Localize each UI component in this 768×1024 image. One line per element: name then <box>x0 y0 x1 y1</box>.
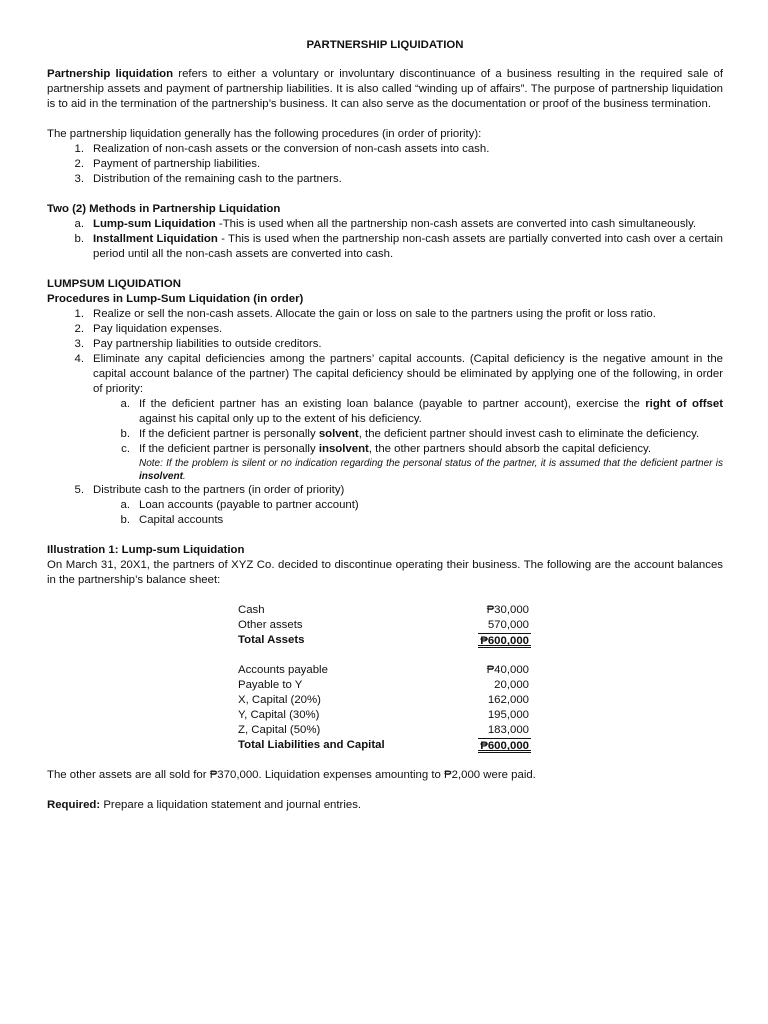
row-label: Accounts payable <box>238 664 328 676</box>
row-amount: ₱600,000 <box>480 740 529 752</box>
row-label: Cash <box>238 604 265 616</box>
methods-heading: Two (2) Methods in Partnership Liquidation <box>47 203 281 215</box>
method-term: Lump-sum Liquidation <box>93 218 216 230</box>
list-item <box>47 427 723 442</box>
list-text <box>139 427 723 442</box>
bold-term: insolvent <box>139 471 183 482</box>
table-row <box>238 678 529 693</box>
list-number: 5. <box>74 484 84 496</box>
intro-paragraph <box>47 67 723 112</box>
total-row <box>238 633 529 648</box>
list-number: 3. <box>74 173 84 185</box>
row-amount: 570,000 <box>487 619 529 631</box>
list-number: 1. <box>74 143 84 155</box>
list-item <box>47 442 723 457</box>
row-amount: 183,000 <box>487 724 529 736</box>
list-text <box>93 232 723 262</box>
list-letter: a. <box>74 218 84 230</box>
list-item <box>47 172 723 187</box>
list-letter: c. <box>121 443 130 455</box>
row-label: Total Assets <box>238 634 305 646</box>
list-text: Distribution of the remaining cash to the partners. <box>93 173 342 185</box>
list-number: 1. <box>74 308 84 320</box>
table-row <box>238 723 529 738</box>
list-number: 2. <box>74 158 84 170</box>
list-item <box>47 307 723 322</box>
required-text: Prepare a liquidation statement and journal entries. <box>100 799 362 811</box>
list-text: Pay liquidation expenses. <box>93 323 223 335</box>
text-segment: If the deficient partner is personally <box>139 443 319 455</box>
after-text: The other assets are all sold for ₱370,000. Liquidation expenses amounting to ₱2,000 were paid. <box>47 769 536 781</box>
list-text: Loan accounts (payable to partner account) <box>139 499 359 511</box>
list-number: 4. <box>74 353 84 365</box>
list-letter: b. <box>120 428 130 440</box>
table-row <box>238 708 529 723</box>
table-row <box>238 663 529 678</box>
page-title: PARTNERSHIP LIQUIDATION <box>306 39 464 51</box>
row-label: Y, Capital (30%) <box>238 709 320 721</box>
list-letter: b. <box>74 233 84 245</box>
row-amount: ₱30,000 <box>486 604 529 616</box>
table-row <box>238 603 529 618</box>
list-text <box>93 217 723 232</box>
bold-term: right of offset <box>645 398 723 410</box>
list-text: Eliminate any capital deficiencies among the partners’ capital accounts. (Capital deficiency is the negative amount in the capital account balance of the partner) The capital deficiency should be eliminated by applying one of the following, in order of priority: <box>93 353 723 395</box>
procedures-list <box>47 142 723 187</box>
text-segment: , the other partners should absorb the capital deficiency. <box>368 443 652 455</box>
required-paragraph <box>47 798 723 813</box>
lumpsum-steps <box>47 307 723 528</box>
illustration-heading: Illustration 1: Lump-sum Liquidation <box>47 544 245 556</box>
list-letter: a. <box>120 398 130 410</box>
lumpsum-heading: LUMPSUM LIQUIDATION <box>47 278 181 290</box>
list-item <box>47 157 723 172</box>
methods-list <box>47 217 723 262</box>
row-amount: ₱600,000 <box>480 635 529 647</box>
row-amount: 162,000 <box>487 694 529 706</box>
list-item <box>47 337 723 352</box>
row-label: X, Capital (20%) <box>238 694 321 706</box>
intro-text: refers to either a voluntary or involuntary discontinuance of a business resulting in the required sale of partnership assets and payment of partnership liabilities. It is also called “winding up of affairs”. The purpose of partnership liquidation is to aid in the termination of the partnership’s business. It can also serve as the documentation or proof of the business termination. <box>47 68 723 110</box>
table-row <box>238 618 529 633</box>
table-row <box>238 693 529 708</box>
list-item <box>47 397 723 427</box>
text-segment: If the deficient partner has an existing loan balance (payable to partner account), exercise the <box>139 398 646 410</box>
row-label: Z, Capital (50%) <box>238 724 321 736</box>
list-item <box>47 232 723 262</box>
row-amount: ₱40,000 <box>486 664 529 676</box>
list-item <box>47 513 723 528</box>
row-label: Total Liabilities and Capital <box>238 739 385 751</box>
row-amount: 195,000 <box>487 709 529 721</box>
list-number: 3. <box>74 338 84 350</box>
intro-term: Partnership liquidation <box>47 68 174 80</box>
bold-term: solvent <box>318 428 359 440</box>
required-label: Required: <box>47 799 101 811</box>
method-term: Installment Liquidation <box>93 233 218 245</box>
row-amount: 20,000 <box>494 679 529 691</box>
list-text: Capital accounts <box>139 514 224 526</box>
note-row <box>47 457 723 483</box>
balance-sheet-table <box>238 603 529 753</box>
list-number: 2. <box>74 323 84 335</box>
list-item <box>47 483 723 498</box>
document-page <box>47 38 723 813</box>
list-letter: b. <box>120 514 130 526</box>
list-text: Distribute cash to the partners (in order of priority) <box>93 484 345 496</box>
text-segment: If the deficient partner is personally <box>139 428 319 440</box>
list-item <box>47 498 723 513</box>
bold-term: insolvent <box>318 443 369 455</box>
method-text: - This is used when the partnership non-cash assets are partially converted into cash over a certain period until all the non-cash assets are converted into cash. <box>93 233 723 260</box>
list-text: Payment of partnership liabilities. <box>93 158 261 170</box>
lumpsum-subheading: Procedures in Lump-Sum Liquidation (in order) <box>47 293 304 305</box>
total-row <box>238 738 529 753</box>
list-letter: a. <box>120 499 130 511</box>
list-item <box>47 217 723 232</box>
list-text <box>139 397 723 427</box>
illustration-text: On March 31, 20X1, the partners of XYZ Co. decided to discontinue operating their business. The following are the account balances in the partnership’s balance sheet: <box>47 559 723 586</box>
text-segment: Note: If the problem is silent or no indication regarding the personal status of the partner, it is assumed that the deficient partner is <box>139 458 723 469</box>
method-text: -This is used when all the partnership non-cash assets are converted into cash simultaneously. <box>215 218 697 230</box>
list-item <box>47 322 723 337</box>
text-segment: against his capital only up to the extent of his deficiency. <box>139 413 422 425</box>
list-text <box>139 442 723 457</box>
row-label: Payable to Y <box>238 679 303 691</box>
list-text: Realization of non-cash assets or the conversion of non-cash assets into cash. <box>93 143 490 155</box>
text-segment: , the deficient partner should invest cash to eliminate the deficiency. <box>358 428 700 440</box>
row-label: Other assets <box>238 619 303 631</box>
list-item <box>47 142 723 157</box>
text-segment: . <box>182 471 186 482</box>
list-text: Pay partnership liabilities to outside creditors. <box>93 338 322 350</box>
list-text: Realize or sell the non-cash assets. Allocate the gain or loss on sale to the partners using the profit or loss ratio. <box>93 308 656 320</box>
note-text <box>139 457 723 483</box>
list-item <box>47 352 723 397</box>
procedures-lead: The partnership liquidation generally has the following procedures (in order of priority): <box>47 128 482 140</box>
